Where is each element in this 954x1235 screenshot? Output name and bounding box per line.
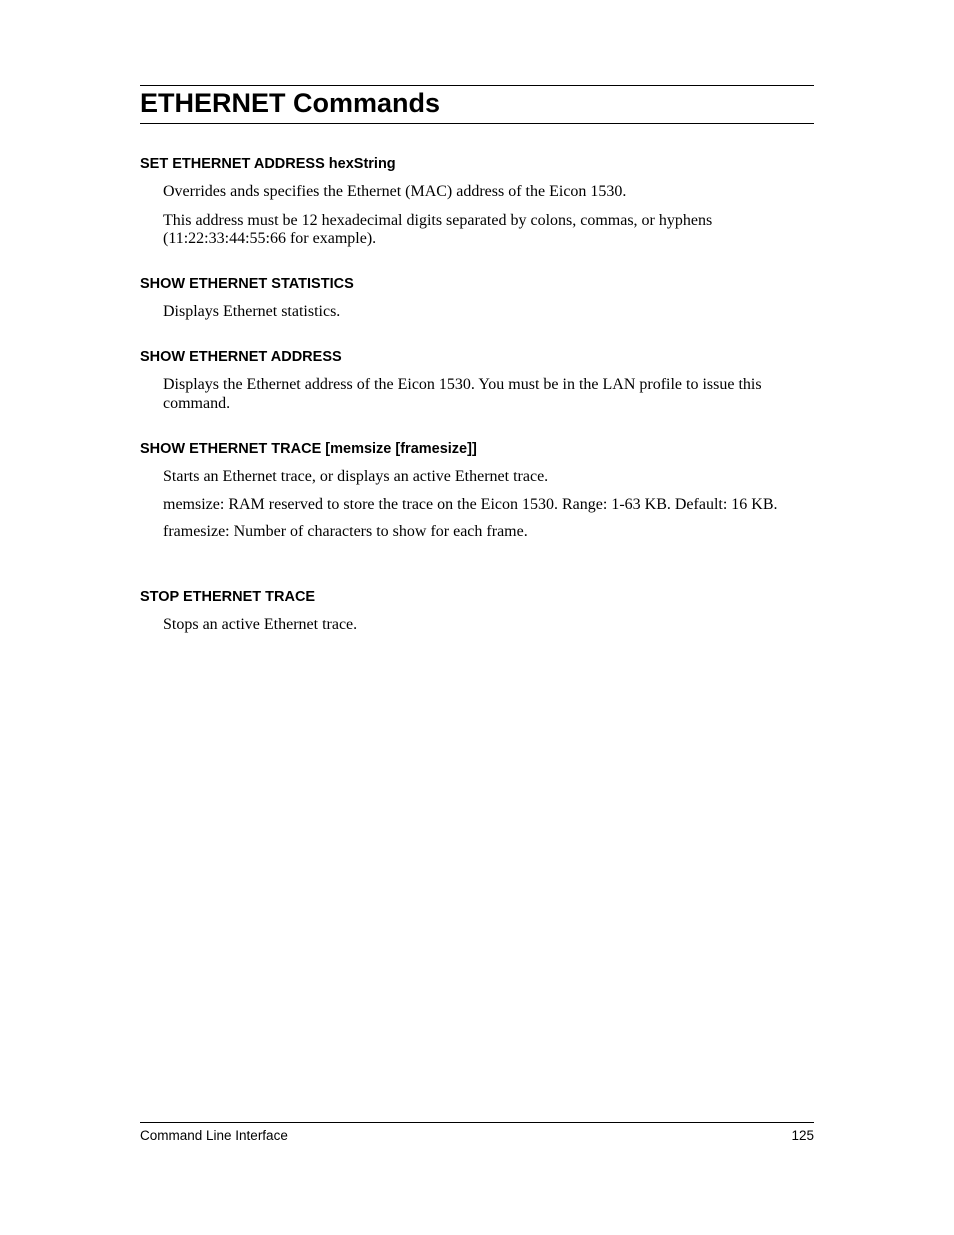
section-heading: SHOW ETHERNET TRACE [memsize [framesize]] <box>140 441 477 457</box>
section-set-ethernet-address <box>140 155 814 249</box>
section-paragraph: Displays Ethernet statistics. <box>163 303 341 320</box>
section-paragraph: Stops an active Ethernet trace. <box>163 616 358 633</box>
section-paragraph: Displays the Ethernet address of the Eicon 1530. You must be in the LAN profile to issue this command. <box>163 376 762 412</box>
title-bottom-rule <box>140 123 814 124</box>
footer-section-title: Command Line Interface <box>140 1128 288 1143</box>
section-paragraph: Overrides ands specifies the Ethernet (MAC) address of the Eicon 1530. <box>163 183 627 200</box>
section-show-ethernet-address <box>140 348 814 413</box>
section-stop-ethernet-trace <box>140 588 814 635</box>
section-show-ethernet-statistics <box>140 275 814 322</box>
footer-rule <box>140 1122 814 1123</box>
section-heading: STOP ETHERNET TRACE <box>140 589 316 605</box>
section-paragraph: Starts an Ethernet trace, or displays an active Ethernet trace. <box>163 468 549 485</box>
section-show-ethernet-trace <box>140 440 814 542</box>
section-heading: SET ETHERNET ADDRESS hexString <box>140 156 396 172</box>
section-heading: SHOW ETHERNET ADDRESS <box>140 349 342 365</box>
chapter-title: ETHERNET Commands <box>140 88 441 118</box>
section-paragraph: This address must be 12 hexadecimal digits separated by colons, commas, or hyphens (11:22:33:44:55:66 for example). <box>163 211 713 247</box>
footer-page-number: 125 <box>791 1128 814 1143</box>
section-paragraph: framesize: Number of characters to show for each frame. <box>163 523 528 540</box>
section-paragraph: memsize: RAM reserved to store the trace on the Eicon 1530. Range: 1-63 KB. Default: 16 KB. <box>163 495 778 513</box>
section-heading: SHOW ETHERNET STATISTICS <box>140 276 354 292</box>
